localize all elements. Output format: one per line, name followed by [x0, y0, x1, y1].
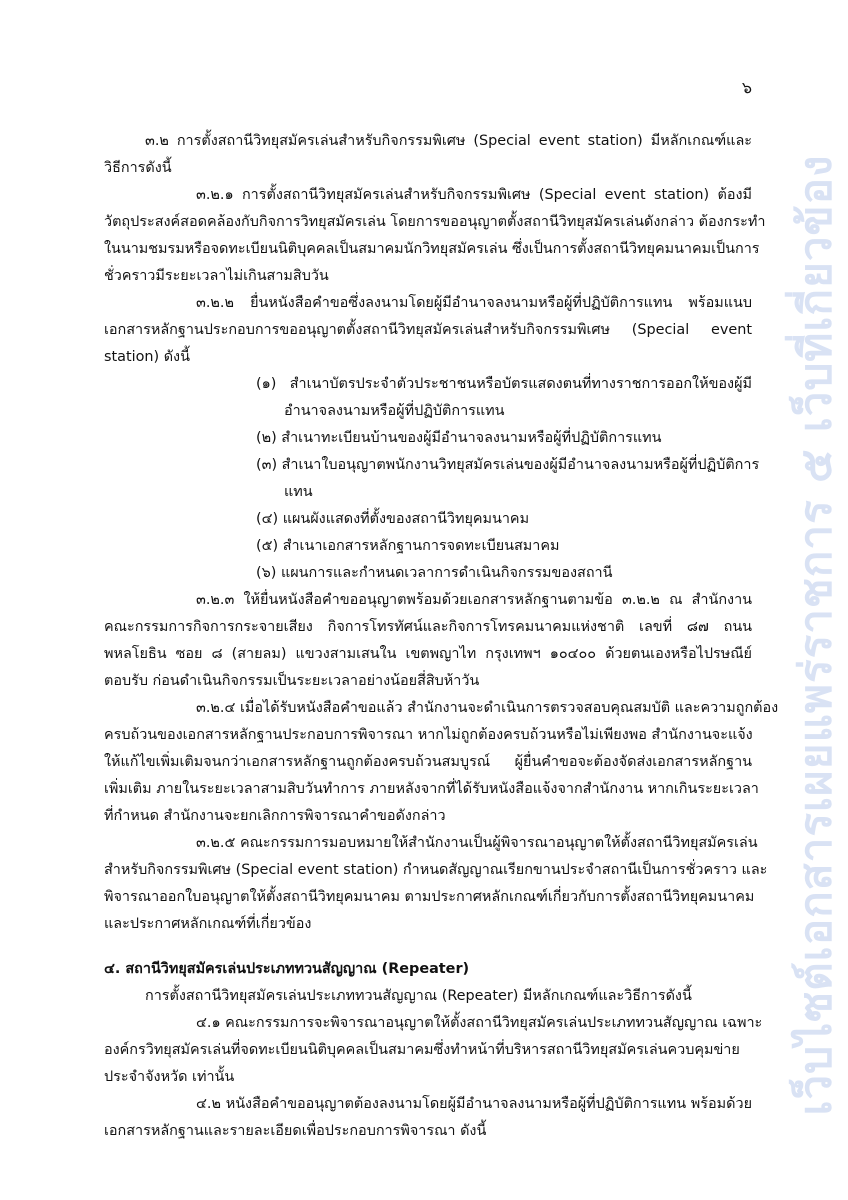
- watermark: [791, 154, 843, 1116]
- text-line: ชั่วคราวมีระยะเวลาไม่เกินสามสิบวัน: [104, 268, 329, 284]
- text-line: เอกสารหลักฐานและรายละเอียดเพื่อประกอบการพิจารณา ดังนี้: [104, 1123, 487, 1139]
- text-line: ๔.๒ หนังสือคำขออนุญาตต้องลงนามโดยผู้มีอำนาจลงนามหรือผู้ที่ปฏิบัติการแทน พร้อมด้วย: [196, 1096, 752, 1112]
- list-item: (๒) สำเนาทะเบียนบ้านของผู้มีอำนาจลงนามหรือผู้ที่ปฏิบัติการแทน: [256, 430, 662, 446]
- text-line: ๓.๒.๕ คณะกรรมการมอบหมายให้สำนักงานเป็นผู้พิจารณาอนุญาตให้ตั้งสถานีวิทยุสมัครเล่น: [196, 835, 758, 851]
- text-line: ในนามชมรมหรือจดทะเบียนนิติบุคคลเป็นสมาคมนักวิทยุสมัครเล่น ซึ่งเป็นการตั้งสถานีวิทยุคมนาคมเป็นการ: [104, 241, 760, 257]
- text-line: และประกาศหลักเกณฑ์ที่เกี่ยวข้อง: [104, 916, 312, 932]
- text-line: ๓.๒.๒ ยื่นหนังสือคำขอซึ่งลงนามโดยผู้มีอำนาจลงนามหรือผู้ที่ปฏิบัติการแทน พร้อมแนบ: [196, 295, 752, 311]
- list-item: (๖) แผนการและกำหนดเวลาการดำเนินกิจกรรมของสถานี: [256, 565, 613, 581]
- text-line: สำหรับกิจกรรมพิเศษ (Special event station) กำหนดสัญญาณเรียกขานประจำสถานีเป็นการชั่วคราว และ: [104, 862, 768, 878]
- text-line: ครบถ้วนของเอกสารหลักฐานประกอบการพิจารณา หากไม่ถูกต้องครบถ้วนหรือไม่เพียงพอ สำนักงานจะแจ้ง: [104, 727, 753, 743]
- text-line: ประจำจังหวัด เท่านั้น: [104, 1069, 235, 1085]
- text-line: ๓.๒.๓ ให้ยื่นหนังสือคำขออนุญาตพร้อมด้วยเอกสารหลักฐานตามข้อ ๓.๒.๒ ณ สำนักงาน: [196, 592, 752, 608]
- section-heading: ๔. สถานีวิทยุสมัครเล่นประเภททวนสัญญาณ (Repeater): [104, 961, 470, 977]
- text-line: พหลโยธิน ซอย ๘ (สายลม) แขวงสามเสนใน เขตพญาไท กรุงเทพฯ ๑๐๔๐๐ ด้วยตนเองหรือไปรษณีย์: [104, 646, 752, 662]
- text-line: ๓.๒.๔ เมื่อได้รับหนังสือคำขอแล้ว สำนักงานจะดำเนินการตรวจสอบคุณสมบัติ และความถูกต้อง: [196, 700, 779, 716]
- list-item: (๓) สำเนาใบอนุญาตพนักงานวิทยุสมัครเล่นของผู้มีอำนาจลงนามหรือผู้ที่ปฏิบัติการ: [256, 457, 760, 473]
- text-line: วัตถุประสงค์สอดคล้องกับกิจการวิทยุสมัครเล่น โดยการขออนุญาตตั้งสถานีวิทยุสมัครเล่นดังกล่าว ต้องกระทำ: [104, 214, 766, 230]
- list-item: (๔) แผนผังแสดงที่ตั้งของสถานีวิทยุคมนาคม: [256, 511, 530, 527]
- text-line: ที่กำหนด สำนักงานจะยกเลิกการพิจารณาคำขอดังกล่าว: [104, 808, 446, 824]
- text-line: ๓.๒ การตั้งสถานีวิทยุสมัครเล่นสำหรับกิจกรรมพิเศษ (Special event station) มีหลักเกณฑ์และ: [145, 133, 752, 149]
- page-number: ๖: [741, 78, 752, 97]
- text-line: เพิ่มเติม ภายในระยะเวลาสามสิบวันทำการ ภายหลังจากที่ได้รับหนังสือแจ้งจากสำนักงาน หากเกินระยะเวลา: [104, 781, 759, 797]
- text-line: ให้แก้ไขเพิ่มเติมจนกว่าเอกสารหลักฐานถูกต้องครบถ้วนสมบูรณ์ ผู้ยื่นคำขอจะต้องจัดส่งเอกสารหลักฐาน: [104, 754, 752, 770]
- text-line: คณะกรรมการกิจการกระจายเสียง กิจการโทรทัศน์และกิจการโทรคมนาคมแห่งชาติ เลขที่ ๘๗ ถนน: [104, 619, 752, 635]
- list-item: อำนาจลงนามหรือผู้ที่ปฏิบัติการแทน: [284, 403, 505, 419]
- list-item: แทน: [284, 484, 313, 500]
- watermark-text: เว็บไซต์เอกสารเผยแพร่ราชการ ๕ เว็บที่เกี่ยวข้อง: [791, 154, 843, 1116]
- list-item: (๕) สำเนาเอกสารหลักฐานการจดทะเบียนสมาคม: [256, 538, 560, 554]
- text-line: station) ดังนี้: [104, 349, 190, 365]
- text-line: เอกสารหลักฐานประกอบการขออนุญาตตั้งสถานีวิทยุสมัครเล่นสำหรับกิจกรรมพิเศษ (Special event: [104, 322, 752, 338]
- text-line: ๔.๑ คณะกรรมการจะพิจารณาอนุญาตให้ตั้งสถานีวิทยุสมัครเล่นประเภททวนสัญญาณ เฉพาะ: [196, 1015, 763, 1031]
- text-line: วิธีการดังนี้: [104, 160, 172, 176]
- list-item: (๑) สำเนาบัตรประจำตัวประชาชนหรือบัตรแสดงตนที่ทางราชการออกให้ของผู้มี: [256, 376, 752, 392]
- text-line: ตอบรับ ก่อนดำเนินกิจกรรมเป็นระยะเวลาอย่างน้อยสี่สิบห้าวัน: [104, 673, 480, 689]
- text-line: พิจารณาออกใบอนุญาตให้ตั้งสถานีวิทยุคมนาคม ตามประกาศหลักเกณฑ์เกี่ยวกับการตั้งสถานีวิทยุคมนาคม: [104, 889, 755, 905]
- text-line: การตั้งสถานีวิทยุสมัครเล่นประเภททวนสัญญาณ (Repeater) มีหลักเกณฑ์และวิธีการดังนี้: [145, 988, 692, 1004]
- text-line: องค์กรวิทยุสมัครเล่นที่จดทะเบียนนิติบุคคลเป็นสมาคมซึ่งทำหน้าที่บริหารสถานีวิทยุสมัครเล่นควบคุมข่าย: [104, 1042, 740, 1058]
- text-line: ๓.๒.๑ การตั้งสถานีวิทยุสมัครเล่นสำหรับกิจกรรมพิเศษ (Special event station) ต้องมี: [196, 187, 752, 203]
